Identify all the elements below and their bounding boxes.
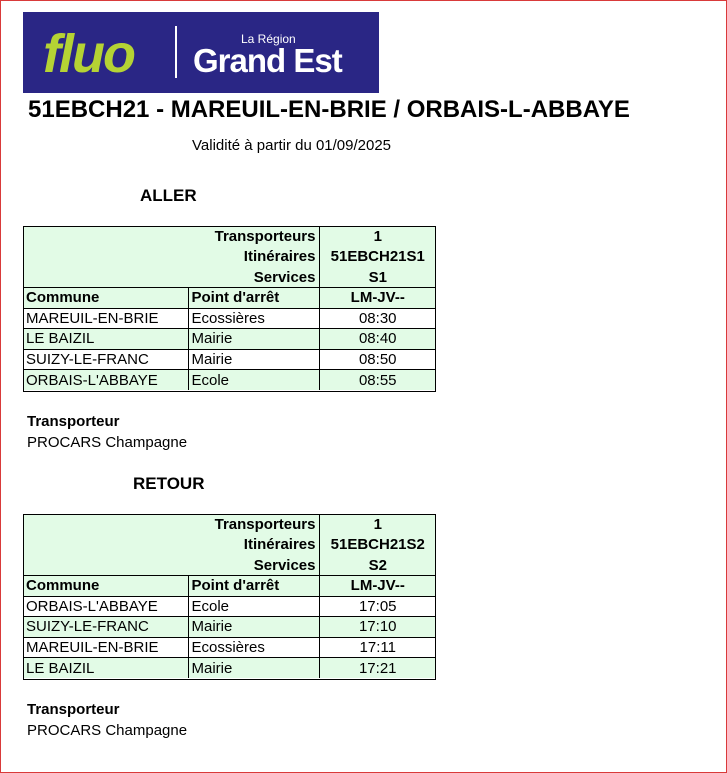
itineraire-code: 51EBCH21S1 <box>319 247 436 268</box>
stop-cell: Mairie <box>188 349 319 370</box>
table-row <box>23 637 436 658</box>
aller-carrier-name: PROCARS Champagne <box>27 434 188 451</box>
fluo-grand-est-logo <box>23 12 379 93</box>
stop-cell: Mairie <box>188 329 319 350</box>
stop-cell: Ecole <box>188 370 319 391</box>
table-row <box>23 617 436 638</box>
service-code: S1 <box>319 267 436 288</box>
commune-cell: MAREUIL-EN-BRIE <box>23 637 188 658</box>
stop-cell: Ecole <box>188 596 319 617</box>
service-code: S2 <box>319 555 436 576</box>
point-arret-column-header: Point d'arrêt <box>188 576 319 597</box>
time-cell: 17:05 <box>319 596 436 617</box>
page-title: 51EBCH21 - MAREUIL-EN-BRIE / ORBAIS-L-ABBAYE <box>28 96 630 123</box>
retour-carrier-name: PROCARS Champagne <box>27 722 188 739</box>
stop-cell: Mairie <box>188 617 319 638</box>
itineraires-label: Itinéraires <box>188 535 319 556</box>
commune-column-header: Commune <box>23 576 188 597</box>
aller-carrier-label: Transporteur <box>27 413 120 430</box>
stop-cell: Ecossières <box>188 637 319 658</box>
validity-date: Validité à partir du 01/09/2025 <box>192 137 392 154</box>
transporteur-number: 1 <box>319 514 436 535</box>
logo-separator <box>175 26 177 78</box>
fluo-wordmark <box>41 16 181 88</box>
aller-heading: ALLER <box>140 186 197 205</box>
retour-timetable <box>23 514 436 678</box>
svg-text:fluo: fluo <box>43 24 134 84</box>
services-label: Services <box>188 267 319 288</box>
table-row <box>23 329 436 350</box>
time-cell: 08:40 <box>319 329 436 350</box>
aller-timetable <box>23 226 436 390</box>
days-column-header: LM-JV-- <box>319 288 436 309</box>
retour-heading: RETOUR <box>133 474 205 493</box>
transporteurs-label: Transporteurs <box>188 514 319 535</box>
commune-cell: LE BAIZIL <box>23 329 188 350</box>
table-row <box>23 349 436 370</box>
commune-cell: SUIZY-LE-FRANC <box>23 349 188 370</box>
time-cell: 08:30 <box>319 308 436 329</box>
stop-cell: Ecossières <box>188 308 319 329</box>
time-cell: 08:50 <box>319 349 436 370</box>
commune-cell: LE BAIZIL <box>23 658 188 679</box>
retour-carrier-label: Transporteur <box>27 701 120 718</box>
time-cell: 17:11 <box>319 637 436 658</box>
logo-region-label: La Région <box>241 32 296 46</box>
itineraire-code: 51EBCH21S2 <box>319 535 436 556</box>
transporteur-number: 1 <box>319 226 436 247</box>
table-row <box>23 596 436 617</box>
days-column-header: LM-JV-- <box>319 576 436 597</box>
point-arret-column-header: Point d'arrêt <box>188 288 319 309</box>
commune-cell: ORBAIS-L'ABBAYE <box>23 596 188 617</box>
time-cell: 17:10 <box>319 617 436 638</box>
itineraires-label: Itinéraires <box>188 247 319 268</box>
stop-cell: Mairie <box>188 658 319 679</box>
table-row <box>23 308 436 329</box>
logo-grand-est: Grand Est <box>193 42 342 79</box>
transporteurs-label: Transporteurs <box>188 226 319 247</box>
commune-cell: ORBAIS-L'ABBAYE <box>23 370 188 391</box>
commune-cell: MAREUIL-EN-BRIE <box>23 308 188 329</box>
commune-column-header: Commune <box>23 288 188 309</box>
table-row <box>23 370 436 391</box>
time-cell: 08:55 <box>319 370 436 391</box>
time-cell: 17:21 <box>319 658 436 679</box>
table-row <box>23 658 436 679</box>
commune-cell: SUIZY-LE-FRANC <box>23 617 188 638</box>
services-label: Services <box>188 555 319 576</box>
